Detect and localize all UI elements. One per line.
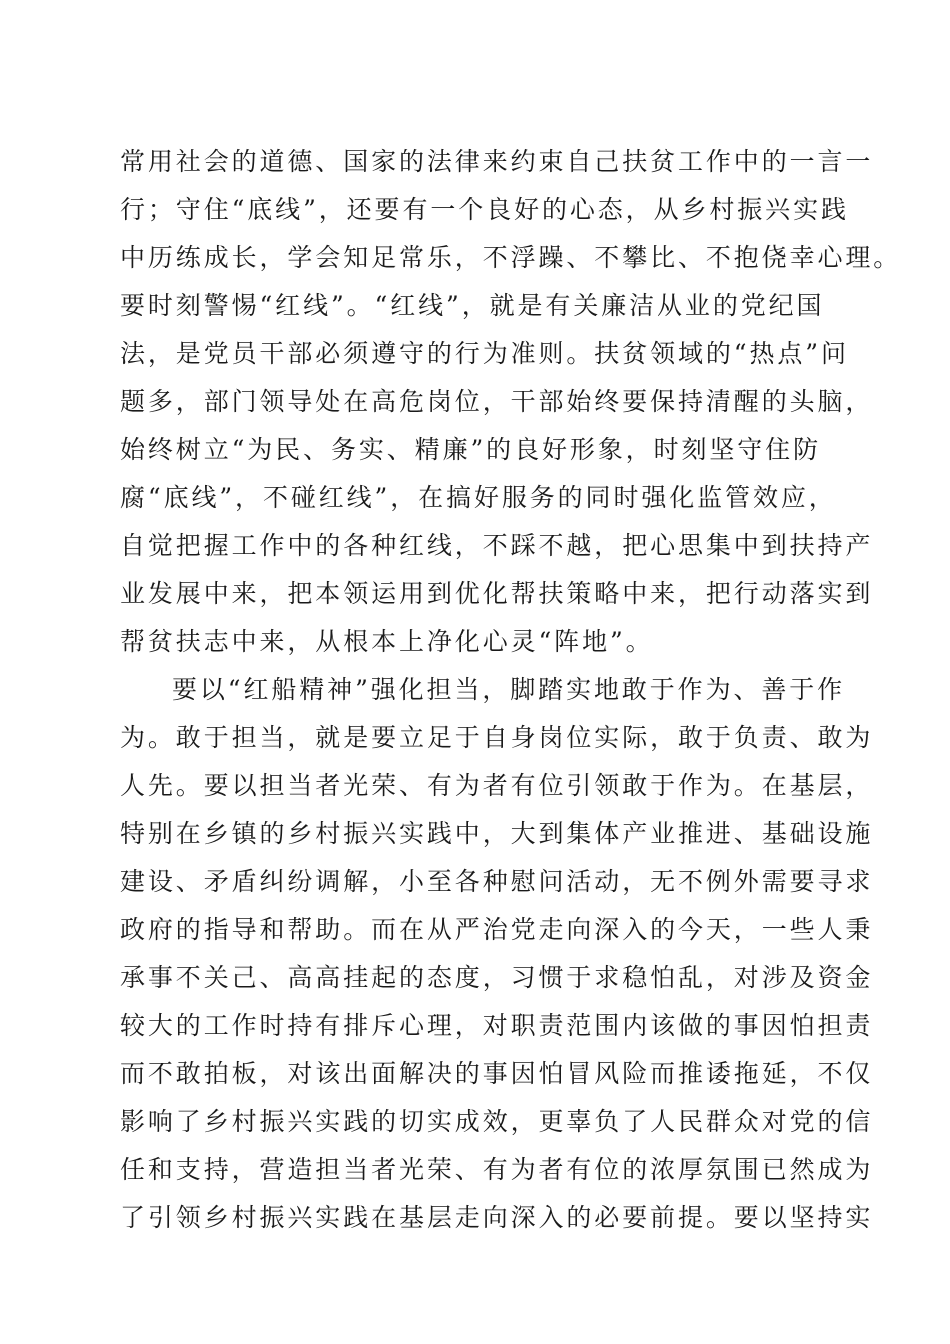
text-line: 行；守住“底线”，还要有一个良好的心态，从乡村振兴实践 [120, 195, 849, 224]
text-line: 了引领乡村振兴实践在基层走向深入的必要前提。要以坚持实 [120, 1203, 874, 1232]
text-line: 自觉把握工作中的各种红线，不踩不越，把心思集中到扶持产 [120, 531, 874, 560]
text-line: 法，是党员干部必须遵守的行为准则。扶贫领域的“热点”问 [120, 339, 849, 368]
paragraph-2 [120, 666, 874, 1242]
text-line: 人先。要以担当者光荣、有为者有位引领敢于作为。在基层， [120, 771, 874, 800]
text-line: 题多，部门领导处在高危岗位，干部始终要保持清醒的头脑， [120, 387, 874, 416]
text-line: 帮贫扶志中来，从根本上净化心灵“阵地”。 [120, 627, 654, 656]
text-line: 任和支持，营造担当者光荣、有为者有位的浓厚氛围已然成为 [120, 1155, 874, 1184]
text-line: 政府的指导和帮助。而在从严治党走向深入的今天，一些人秉 [120, 915, 874, 944]
text-line: 常用社会的道德、国家的法律来约束自己扶贫工作中的一言一 [120, 147, 874, 176]
text-line: 较大的工作时持有排斥心理，对职责范围内该做的事因怕担责 [120, 1011, 874, 1040]
text-line: 为。敢于担当，就是要立足于自身岗位实际，敢于负责、敢为 [120, 723, 874, 752]
text-line: 要时刻警惕“红线”。“红线”，就是有关廉洁从业的党纪国 [120, 291, 825, 320]
text-line: 始终树立“为民、务实、精廉”的良好形象，时刻坚守住防 [120, 435, 821, 464]
text-line: 承事不关己、高高挂起的态度，习惯于求稳怕乱，对涉及资金 [120, 963, 874, 992]
text-line: 腐“底线”，不碰红线”，在搞好服务的同时强化监管效应， [120, 483, 837, 512]
text-line: 而不敢拍板，对该出面解决的事因怕冒风险而推诿拖延，不仅 [120, 1059, 874, 1088]
text-line: 业发展中来，把本领运用到优化帮扶策略中来，把行动落实到 [120, 579, 874, 608]
text-line: 建设、矛盾纠纷调解，小至各种慰问活动，无不例外需要寻求 [120, 867, 874, 896]
paragraph-1 [120, 138, 902, 666]
text-line: 中历练成长，学会知足常乐，不浮躁、不攀比、不抱侥幸心理。 [120, 243, 902, 272]
text-line: 影响了乡村振兴实践的切实成效，更辜负了人民群众对党的信 [120, 1107, 874, 1136]
text-line-first-indented: 要以“红船精神”强化担当，脚踏实地敢于作为、善于作 [172, 675, 846, 704]
text-line: 特别在乡镇的乡村振兴实践中，大到集体产业推进、基础设施 [120, 819, 874, 848]
document-body [120, 138, 902, 1242]
